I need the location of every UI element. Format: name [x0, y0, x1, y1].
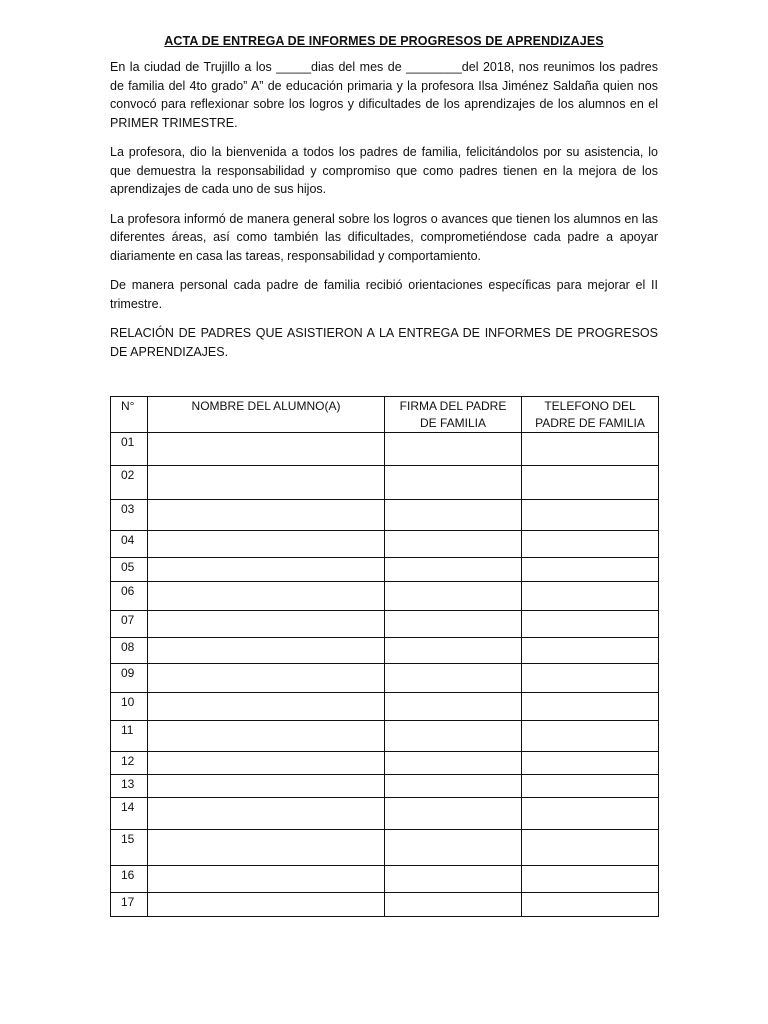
- parent-phone-cell: [522, 693, 659, 721]
- student-name-cell: [148, 500, 385, 531]
- header-number: N°: [111, 397, 148, 433]
- parent-phone-cell: [522, 466, 659, 500]
- student-name-cell: [148, 433, 385, 466]
- parent-signature-cell: [385, 664, 522, 693]
- table-row: [111, 693, 659, 721]
- parent-phone-cell: [522, 893, 659, 917]
- parent-phone-cell: [522, 798, 659, 830]
- header-parent-phone: TELEFONO DEL PADRE DE FAMILIA: [522, 397, 659, 433]
- parent-phone-cell: [522, 752, 659, 775]
- parent-signature-cell: [385, 866, 522, 893]
- paragraph-attendance-heading: RELACIÓN DE PADRES QUE ASISTIERON A LA ENTREGA DE INFORMES DE PROGRESOS DE APRENDIZAJES.: [110, 326, 658, 359]
- parent-signature-cell: [385, 531, 522, 558]
- header-student-name: NOMBRE DEL ALUMNO(A): [148, 397, 385, 433]
- parent-signature-cell: [385, 638, 522, 664]
- paragraph-report: La profesora informó de manera general sobre los logros o avances que tienen los alumnos en las diferentes áreas, así como también las dificultades, comprometiéndose cada padre a apoyar diariamente en casa las tareas, responsabilidad y comportamiento.: [110, 211, 658, 263]
- student-name-cell: [148, 693, 385, 721]
- table-row: [111, 466, 659, 500]
- parent-phone-cell: [522, 866, 659, 893]
- row-number: 11: [111, 721, 148, 752]
- student-name-cell: [148, 466, 385, 500]
- row-number: 01: [111, 433, 148, 466]
- paragraph-intro: En la ciudad de Trujillo a los _____dias del mes de ________del 2018, nos reunimos los padres de familia del 4to grado” A” de educación primaria y la profesora Ilsa Jiménez Saldaña quien nos convocó para reflexionar sobre los logros y dificultades de los aprendizajes de los alumnos en el PRIMER TRIMESTRE.: [110, 60, 658, 130]
- row-number: 16: [111, 866, 148, 893]
- parent-signature-cell: [385, 500, 522, 531]
- parent-signature-cell: [385, 466, 522, 500]
- document-title: ACTA DE ENTREGA DE INFORMES DE PROGRESOS DE APRENDIZAJES: [164, 34, 604, 48]
- table-header-row: [111, 397, 659, 433]
- header-parent-signature: FIRMA DEL PADRE DE FAMILIA: [385, 397, 522, 433]
- parent-signature-cell: [385, 433, 522, 466]
- parent-phone-cell: [522, 558, 659, 582]
- table-row: [111, 866, 659, 893]
- row-number: 14: [111, 798, 148, 830]
- parent-phone-cell: [522, 638, 659, 664]
- student-name-cell: [148, 866, 385, 893]
- table-row: [111, 798, 659, 830]
- table-row: [111, 611, 659, 638]
- row-number: 08: [111, 638, 148, 664]
- attendance-table: [110, 396, 659, 917]
- student-name-cell: [148, 638, 385, 664]
- row-number: 02: [111, 466, 148, 500]
- table-row: [111, 664, 659, 693]
- row-number: 09: [111, 664, 148, 693]
- table-row: [111, 433, 659, 466]
- paragraph-orientation: De manera personal cada padre de familia recibió orientaciones específicas para mejorar el II trimestre.: [110, 278, 658, 311]
- parent-phone-cell: [522, 664, 659, 693]
- parent-signature-cell: [385, 582, 522, 611]
- table-row: [111, 500, 659, 531]
- row-number: 10: [111, 693, 148, 721]
- parent-signature-cell: [385, 752, 522, 775]
- row-number: 04: [111, 531, 148, 558]
- table-row: [111, 558, 659, 582]
- student-name-cell: [148, 558, 385, 582]
- parent-signature-cell: [385, 693, 522, 721]
- parent-signature-cell: [385, 893, 522, 917]
- parent-phone-cell: [522, 830, 659, 866]
- row-number: 03: [111, 500, 148, 531]
- paragraph-welcome: La profesora, dio la bienvenida a todos los padres de familia, felicitándolos por su asistencia, lo que demuestra la responsabilidad y compromiso que como padres tienen en la mejora de los aprendizajes de cada uno de sus hijos.: [110, 145, 658, 196]
- row-number: 15: [111, 830, 148, 866]
- student-name-cell: [148, 611, 385, 638]
- parent-signature-cell: [385, 611, 522, 638]
- table-row: [111, 775, 659, 798]
- student-name-cell: [148, 531, 385, 558]
- row-number: 07: [111, 611, 148, 638]
- student-name-cell: [148, 582, 385, 611]
- row-number: 12: [111, 752, 148, 775]
- parent-phone-cell: [522, 721, 659, 752]
- table-row: [111, 830, 659, 866]
- student-name-cell: [148, 752, 385, 775]
- student-name-cell: [148, 775, 385, 798]
- student-name-cell: [148, 664, 385, 693]
- student-name-cell: [148, 721, 385, 752]
- table-row: [111, 752, 659, 775]
- row-number: 05: [111, 558, 148, 582]
- parent-signature-cell: [385, 721, 522, 752]
- parent-phone-cell: [522, 433, 659, 466]
- row-number: 17: [111, 893, 148, 917]
- parent-signature-cell: [385, 798, 522, 830]
- parent-phone-cell: [522, 582, 659, 611]
- table-row: [111, 721, 659, 752]
- table-row: [111, 531, 659, 558]
- table-body: [111, 433, 659, 917]
- student-name-cell: [148, 830, 385, 866]
- row-number: 13: [111, 775, 148, 798]
- parent-phone-cell: [522, 500, 659, 531]
- student-name-cell: [148, 893, 385, 917]
- document-page: [110, 34, 658, 372]
- table-row: [111, 893, 659, 917]
- parent-phone-cell: [522, 775, 659, 798]
- table-row: [111, 638, 659, 664]
- parent-signature-cell: [385, 558, 522, 582]
- row-number: 06: [111, 582, 148, 611]
- table-row: [111, 582, 659, 611]
- parent-phone-cell: [522, 611, 659, 638]
- student-name-cell: [148, 798, 385, 830]
- parent-signature-cell: [385, 830, 522, 866]
- parent-signature-cell: [385, 775, 522, 798]
- parent-phone-cell: [522, 531, 659, 558]
